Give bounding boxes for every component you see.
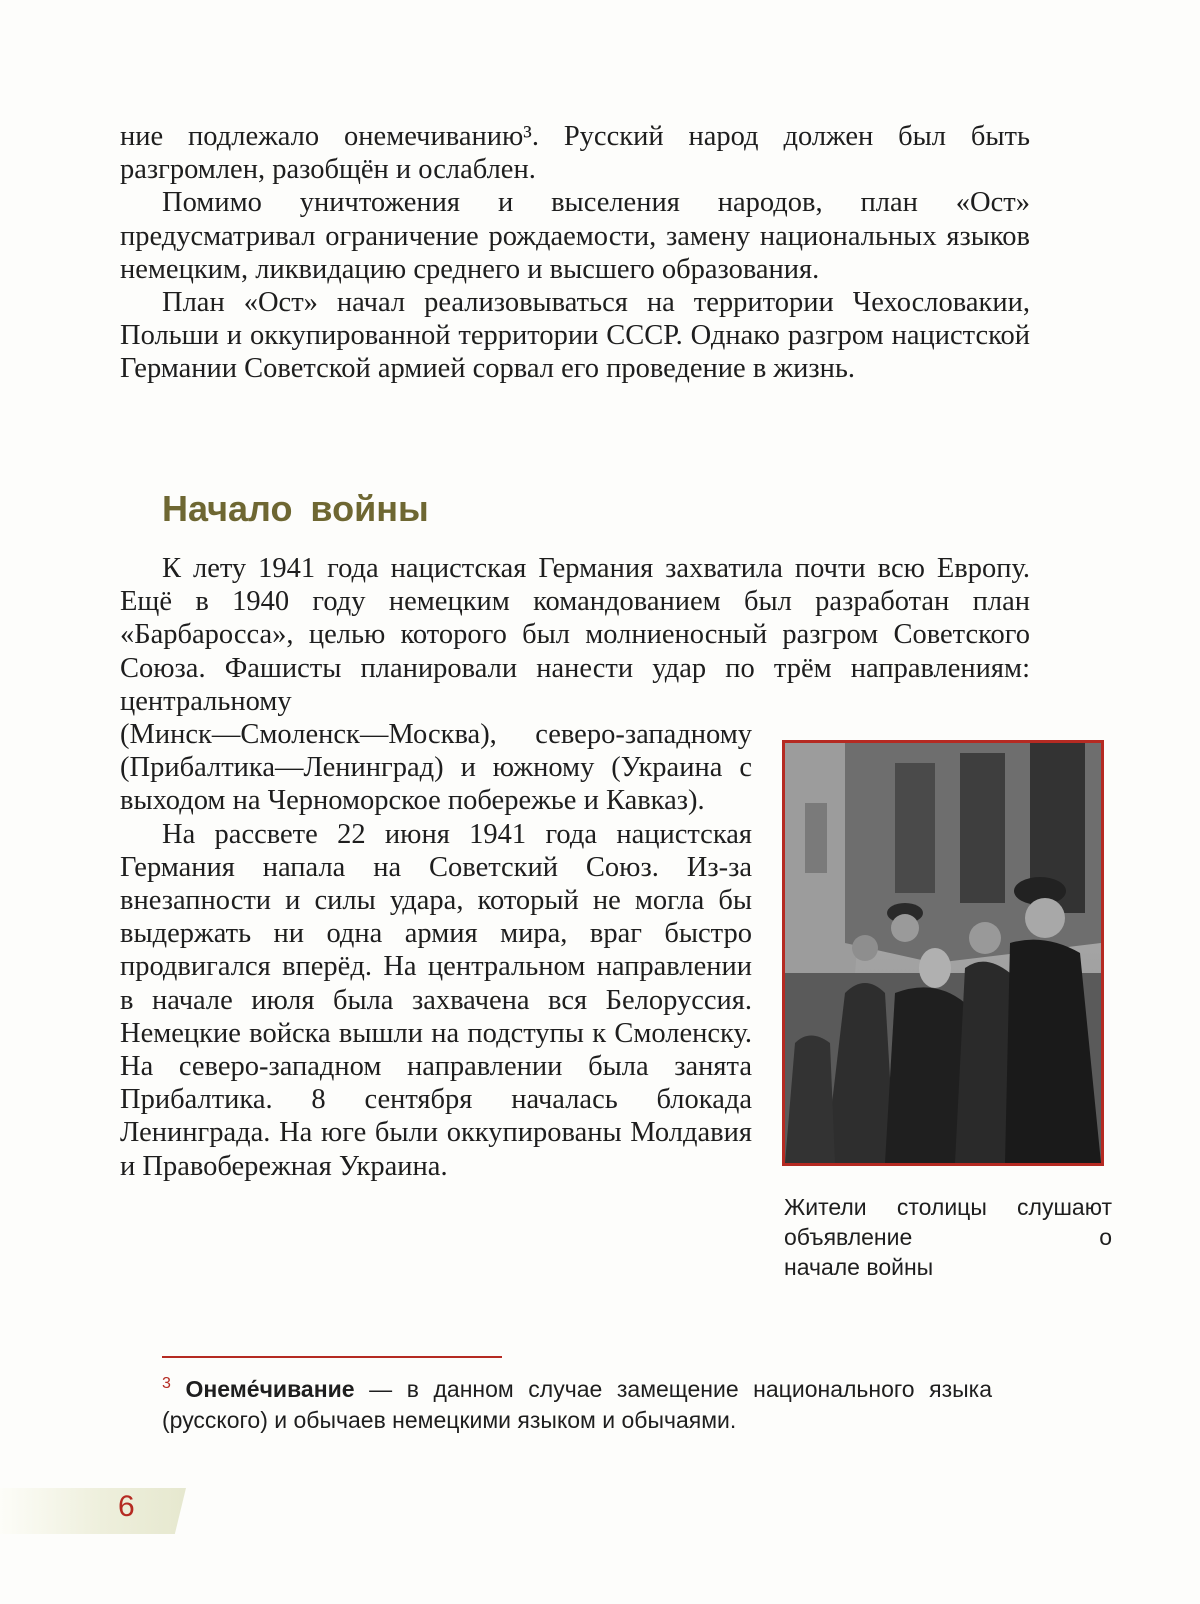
paragraph: ние подлежало онемечиванию³. Русский народ должен был быть разгромлен, разобщён и ослаблен. <box>120 121 1030 186</box>
section-heading: Начало войны <box>162 488 429 529</box>
paragraph: (Минск—Смоленск—Москва), северо-западному (Прибалтика—Ленинград) и южному (Украина с выходом на Черноморское побережье и Кавказ). <box>120 719 752 817</box>
paragraph: На рассвете 22 июня 1941 года нацистская Германия напала на Советский Союз. Из-за внезапности и силы удара, который не могла бы выдержать ни одна армия мира, враг быстро продвигался вперёд. На центральном направлении в начале июля была захвачена вся Белоруссия. Немецкие войска вышли на подступы к Смоленску. На северо-западном направлении была занята Прибалтика. 8 сентября началась блокада Ленинграда. На юге были оккупированы Молдавия и Правобережная Украина. <box>120 818 752 1182</box>
photo-illustration <box>785 743 1101 1163</box>
footnote-divider <box>162 1356 502 1358</box>
paragraph: План «Ост» начал реализовываться на территории Чехословакии, Польши и оккупированной территории СССР. Однако разгром нацистской Германии Советской армией сорвал его проведение в жизнь. <box>120 287 1030 385</box>
caption-line: начале войны <box>784 1254 934 1280</box>
paragraph: К лету 1941 года нацистская Германия захватила почти всю Европу. Ещё в 1940 году немецким командованием был разработан план «Барбаросса», целью которого был молниеносный разгром Советского Союза. Фашисты планировали нанести удар по трём направлениям: центральному <box>120 553 1030 717</box>
footnote <box>162 1368 992 1436</box>
photo-caption <box>784 1192 1112 1282</box>
page-number: 6 <box>118 1490 135 1523</box>
footnote-marker: 3 <box>162 1375 171 1392</box>
footnote-term: Онеме́чивание <box>185 1376 355 1402</box>
historical-photo <box>782 740 1104 1166</box>
page-number-bar <box>0 1488 186 1534</box>
top-text-block <box>120 120 1030 386</box>
footnote-text: — в данном случае замещение национального языка (русского) и обычаев немецкими языком и обычаями. <box>162 1376 993 1433</box>
paragraph: Помимо уничтожения и выселения народов, план «Ост» предусматривал ограничение рождаемости, замену национальных языков немецким, ликвидацию среднего и высшего образования. <box>120 187 1030 285</box>
section-wrapped-text <box>120 718 752 1183</box>
section-intro-text <box>120 552 1030 718</box>
caption-line: Жители столицы слушают объявление о <box>784 1194 1112 1250</box>
